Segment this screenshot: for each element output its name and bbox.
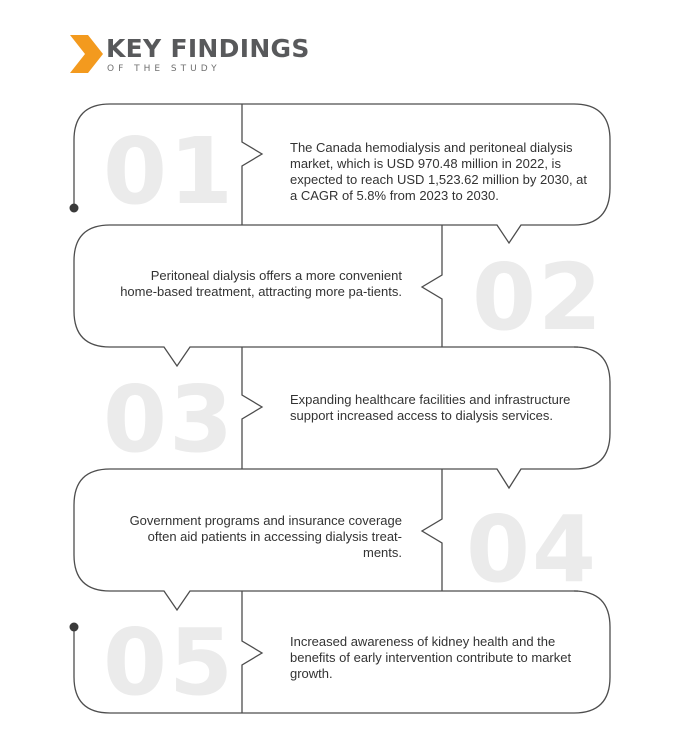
row-5-divider bbox=[242, 591, 262, 713]
finding-5-number: 05 bbox=[103, 609, 236, 716]
row-1-divider bbox=[242, 104, 262, 225]
row-2-divider bbox=[422, 225, 442, 347]
finding-5-text: Increased awareness of kidney health and the benefits of early intervention contribute to market growth. bbox=[290, 634, 572, 681]
chevron-right-icon bbox=[70, 35, 103, 73]
finding-3-number: 03 bbox=[103, 366, 236, 473]
finding-2-text: Peritoneal dialysis offers a more convenient home-based treatment, attracting more pa-tients. bbox=[120, 268, 402, 299]
row-4-divider bbox=[422, 469, 442, 591]
page-title: KEY FINDINGS bbox=[106, 34, 310, 63]
start-dot bbox=[70, 204, 79, 213]
row-3-divider bbox=[242, 347, 262, 469]
finding-2-number: 02 bbox=[472, 244, 605, 351]
finding-4-text: Government programs and insurance coverage often aid patients in accessing dialysis treat-ments. bbox=[129, 513, 402, 560]
finding-3-text: Expanding healthcare facilities and infrastructure support increased access to dialysis services. bbox=[290, 392, 571, 423]
finding-4-number: 04 bbox=[466, 496, 599, 603]
page-subtitle: OF THE STUDY bbox=[107, 64, 221, 74]
end-dot bbox=[70, 623, 79, 632]
finding-1-number: 01 bbox=[103, 118, 236, 225]
finding-1-text: The Canada hemodialysis and peritoneal dialysis market, which is USD 970.48 million in 2022, is expected to reach USD 1,523.62 million by 2030, at a CAGR of 5.8% from 2023 to 2030. bbox=[290, 140, 588, 203]
